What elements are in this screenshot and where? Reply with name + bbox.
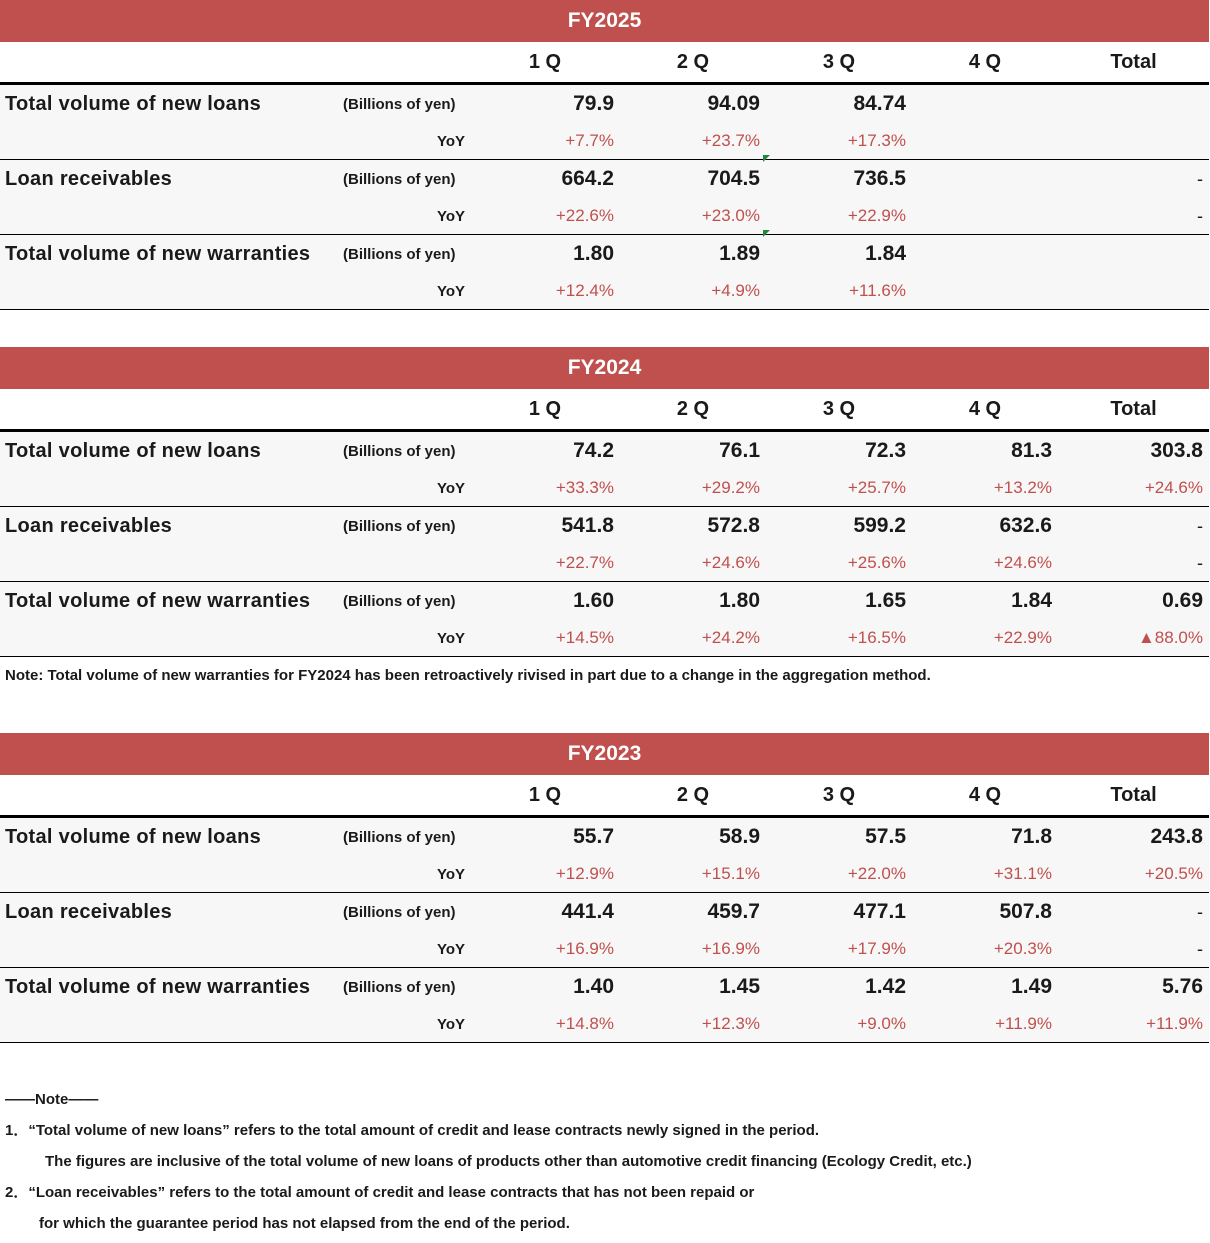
yoy-3q: +17.9% <box>847 939 906 958</box>
value-3q: 57.5 <box>865 825 906 848</box>
value-4q: 1.84 <box>1011 589 1052 612</box>
value-2q: 1.80 <box>719 589 760 612</box>
yoy-total: +24.6% <box>1144 478 1203 497</box>
yoy-2q: +4.9% <box>711 281 760 300</box>
value-4q: 81.3 <box>1011 439 1052 462</box>
table-title: FY2023 <box>0 733 1209 775</box>
fy2024-table <box>0 347 1209 657</box>
unit-label: (Billions of yen) <box>343 828 456 846</box>
value-total: - <box>1197 901 1203 922</box>
value-2q: 94.09 <box>707 92 760 115</box>
yoy-total: ▲88.0% <box>1137 628 1203 647</box>
yoy-label: YoY <box>436 282 465 300</box>
value-total: - <box>1197 515 1203 536</box>
yoy-1q: +7.7% <box>565 131 614 150</box>
value-1q: 1.80 <box>573 242 614 265</box>
col-total: Total <box>1110 50 1157 73</box>
fy2024-note: Note: Total volume of new warranties for FY2024 has been retroactively rivised in part due to a change in the aggregation method. <box>5 667 931 684</box>
unit-label: (Billions of yen) <box>343 170 456 188</box>
value-1q: 79.9 <box>573 92 614 115</box>
metric-name: Total volume of new warranties <box>5 975 311 998</box>
yoy-label: YoY <box>436 1015 465 1033</box>
metric-new-loans <box>0 818 1209 893</box>
fy2025-table <box>0 0 1209 310</box>
metric-loan-receivables <box>0 160 1209 235</box>
yoy-2q: +24.2% <box>701 628 760 647</box>
col-4q: 4 Q <box>968 783 1002 806</box>
unit-label: (Billions of yen) <box>343 592 456 610</box>
metric-name: Total volume of new loans <box>5 439 262 462</box>
value-4q: 507.8 <box>999 900 1052 923</box>
col-4q: 4 Q <box>968 50 1002 73</box>
fy2023-table <box>0 733 1209 1043</box>
value-3q: 1.42 <box>865 975 906 998</box>
yoy-2q: +16.9% <box>701 939 760 958</box>
yoy-1q: +12.4% <box>555 281 614 300</box>
yoy-4q: +22.9% <box>993 628 1052 647</box>
column-header-row <box>0 389 1209 432</box>
value-2q: 572.8 <box>707 514 760 537</box>
value-total: 303.8 <box>1150 439 1203 462</box>
value-total: - <box>1197 168 1203 189</box>
yoy-3q: +16.5% <box>847 628 906 647</box>
col-2q: 2 Q <box>676 397 710 420</box>
unit-label: (Billions of yen) <box>343 95 456 113</box>
value-1q: 1.40 <box>573 975 614 998</box>
value-2q: 704.5 <box>620 167 766 191</box>
yoy-2q: +23.0% <box>701 206 760 225</box>
yoy-1q: +16.9% <box>555 939 614 958</box>
table-title: FY2024 <box>0 347 1209 389</box>
metric-new-loans <box>0 85 1209 160</box>
yoy-label: YoY <box>436 207 465 225</box>
yoy-3q: +11.6% <box>849 281 906 300</box>
value-total: 5.76 <box>1162 975 1203 998</box>
note-line-2: The figures are inclusive of the total volume of new loans of products other than automotive credit financing (Ecology Credit, etc.) <box>45 1153 972 1170</box>
yoy-2q: +15.1% <box>701 864 760 883</box>
value-2q: 1.45 <box>719 975 760 998</box>
value-4q: 1.49 <box>1011 975 1052 998</box>
value-3q: 72.3 <box>865 439 906 462</box>
value-1q: 664.2 <box>561 167 614 190</box>
metric-name: Total volume of new warranties <box>5 589 311 612</box>
yoy-total: - <box>1197 552 1203 573</box>
value-1q: 74.2 <box>573 439 614 462</box>
unit-label: (Billions of yen) <box>343 517 456 535</box>
value-3q: 477.1 <box>853 900 906 923</box>
metric-name: Loan receivables <box>5 900 173 923</box>
yoy-3q: +25.7% <box>847 478 906 497</box>
value-3q: 1.65 <box>865 589 906 612</box>
table-title: FY2025 <box>0 0 1209 42</box>
yoy-3q: +22.0% <box>847 864 906 883</box>
col-1q: 1 Q <box>528 783 562 806</box>
yoy-1q: +22.7% <box>555 553 614 572</box>
metric-name: Loan receivables <box>5 514 173 537</box>
col-total: Total <box>1110 783 1157 806</box>
value-4q: 632.6 <box>999 514 1052 537</box>
note-line-3: 2．“Loan receivables” refers to the total amount of credit and lease contracts that has not been repaid or <box>5 1184 755 1201</box>
yoy-1q: +12.9% <box>555 864 614 883</box>
value-2q: 58.9 <box>719 825 760 848</box>
yoy-4q: +31.1% <box>993 864 1052 883</box>
unit-label: (Billions of yen) <box>343 903 456 921</box>
yoy-4q: +11.9% <box>995 1014 1052 1033</box>
value-1q: 55.7 <box>573 825 614 848</box>
metric-loan-receivables <box>0 893 1209 968</box>
unit-label: (Billions of yen) <box>343 442 456 460</box>
yoy-3q: +25.6% <box>847 553 906 572</box>
yoy-2q: +23.7% <box>701 131 760 150</box>
yoy-2q: +24.6% <box>701 553 760 572</box>
yoy-total: - <box>1197 205 1203 226</box>
yoy-4q: +20.3% <box>993 939 1052 958</box>
value-2q: 76.1 <box>719 439 760 462</box>
value-3q: 599.2 <box>853 514 906 537</box>
metric-new-warranties <box>0 582 1209 657</box>
yoy-1q: +14.5% <box>555 628 614 647</box>
yoy-1q: +14.8% <box>555 1014 614 1033</box>
value-3q: 1.84 <box>865 242 906 265</box>
value-total: 0.69 <box>1162 589 1203 612</box>
col-total: Total <box>1110 397 1157 420</box>
col-2q: 2 Q <box>676 783 710 806</box>
note-line-4: for which the guarantee period has not elapsed from the end of the period. <box>39 1215 570 1232</box>
value-1q: 441.4 <box>561 900 614 923</box>
metric-new-warranties <box>0 968 1209 1043</box>
col-4q: 4 Q <box>968 397 1002 420</box>
col-1q: 1 Q <box>528 50 562 73</box>
metric-name: Total volume of new warranties <box>5 242 311 265</box>
yoy-1q: +22.6% <box>555 206 614 225</box>
metric-loan-receivables <box>0 507 1209 582</box>
value-2q: 459.7 <box>707 900 760 923</box>
value-2q: 1.89 <box>620 242 766 266</box>
unit-label: (Billions of yen) <box>343 978 456 996</box>
yoy-total: - <box>1197 938 1203 959</box>
col-3q: 3 Q <box>822 50 856 73</box>
value-1q: 541.8 <box>561 514 614 537</box>
value-4q: 71.8 <box>1011 825 1052 848</box>
yoy-label: YoY <box>436 479 465 497</box>
yoy-4q: +24.6% <box>993 553 1052 572</box>
note-line-1: 1．“Total volume of new loans” refers to the total amount of credit and lease contracts newly signed in the period. <box>5 1122 820 1139</box>
yoy-4q: +13.2% <box>993 478 1052 497</box>
notes-section <box>5 1088 972 1243</box>
yoy-2q: +12.3% <box>701 1014 760 1033</box>
yoy-label: YoY <box>436 132 465 150</box>
metric-name: Total volume of new loans <box>5 825 262 848</box>
metric-new-warranties <box>0 235 1209 310</box>
value-1q: 1.60 <box>573 589 614 612</box>
unit-label: (Billions of yen) <box>343 245 456 263</box>
notes-heading: ――Note―― <box>5 1091 99 1108</box>
metric-name: Loan receivables <box>5 167 173 190</box>
yoy-label: YoY <box>436 629 465 647</box>
value-3q: 736.5 <box>853 167 906 190</box>
yoy-3q: +22.9% <box>847 206 906 225</box>
column-header-row <box>0 775 1209 818</box>
value-total: 243.8 <box>1150 825 1203 848</box>
col-2q: 2 Q <box>676 50 710 73</box>
yoy-label: YoY <box>436 940 465 958</box>
yoy-3q: +17.3% <box>847 131 906 150</box>
yoy-total: +20.5% <box>1144 864 1203 883</box>
yoy-3q: +9.0% <box>857 1014 906 1033</box>
metric-new-loans <box>0 432 1209 507</box>
col-1q: 1 Q <box>528 397 562 420</box>
yoy-2q: +29.2% <box>701 478 760 497</box>
yoy-total: +11.9% <box>1146 1014 1203 1033</box>
column-header-row <box>0 42 1209 85</box>
yoy-label: YoY <box>436 865 465 883</box>
yoy-1q: +33.3% <box>555 478 614 497</box>
value-3q: 84.74 <box>853 92 906 115</box>
metric-name: Total volume of new loans <box>5 92 262 115</box>
col-3q: 3 Q <box>822 397 856 420</box>
col-3q: 3 Q <box>822 783 856 806</box>
